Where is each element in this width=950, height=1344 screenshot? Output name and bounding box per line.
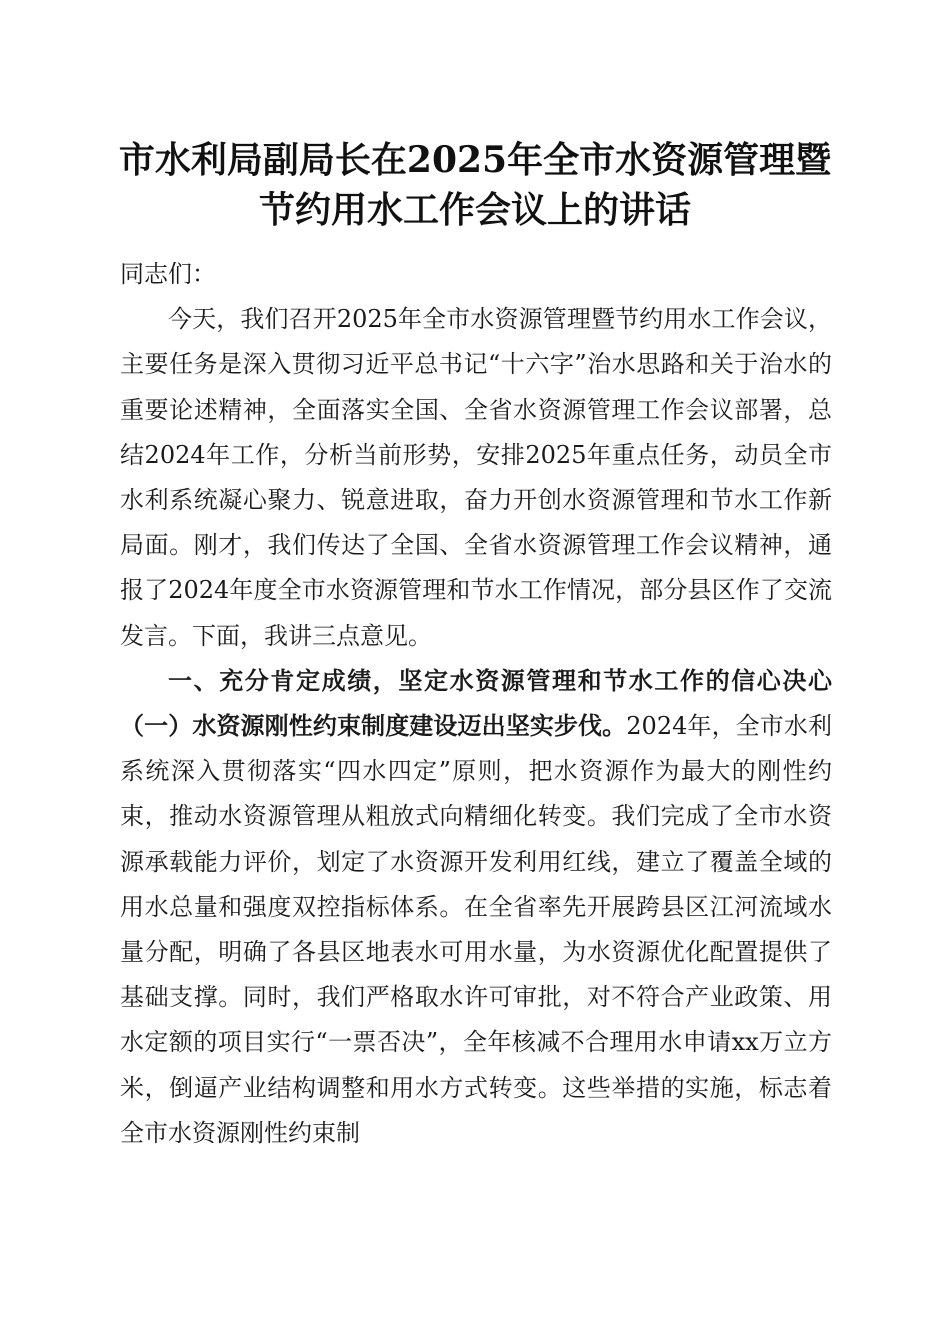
document-body (120, 252, 832, 1156)
subsection-1-heading: （一）水资源刚性约束制度建设迈出坚实步伐。 (120, 712, 627, 741)
title-line-2: 节约用水工作会议上的讲话 (258, 189, 691, 231)
salutation: 同志们： (120, 260, 216, 288)
intro-paragraph: 今天，我们召开2025年全市水资源管理暨节约用水工作会议，主要任务是深入贯彻习近平总书记“十六字”治水思路和关于治水的重要论述精神，全面落实全国、全省水资源管理工作会议部署，总结2024年工作，分析当前形势，安排2025年重点任务，动员全市水利系统凝心聚力、锐意进取，奋力开创水资源管理和节水工作新局面。刚才，我们传达了全国、全省水资源管理工作会议精神，通报了2024年度全市水资源管理和节水工作情况，部分县区作了交流发言。下面，我讲三点意见。 (120, 305, 832, 650)
subsection-1-body: 2024年，全市水利系统深入贯彻落实“四水四定”原则，把水资源作为最大的刚性约束，推动水资源管理从粗放式向精细化转变。我们完成了全市水资源承载能力评价，划定了水资源开发利用红线，建立了覆盖全域的用水总量和强度双控指标体系。在全省率先开展跨县区江河流域水量分配，明确了各县区地表水可用水量，为水资源优化配置提供了基础支撑。同时，我们严格取水许可审批，对不符合产业政策、用水定额的项目实行“一票否决”，全年核减不合理用水申请xx万立方米，倒逼产业结构调整和用水方式转变。这些举措的实施，标志着全市水资源刚性约束制 (120, 712, 833, 1147)
section-1-paragraph (120, 659, 832, 1156)
section-1-heading: 一、充分肯定成绩，坚定水资源管理和节水工作的信心决心 (168, 666, 832, 695)
document-title (100, 135, 850, 235)
title-line-1: 市水利局副局长在2025年全市水资源管理暨 (118, 139, 832, 181)
